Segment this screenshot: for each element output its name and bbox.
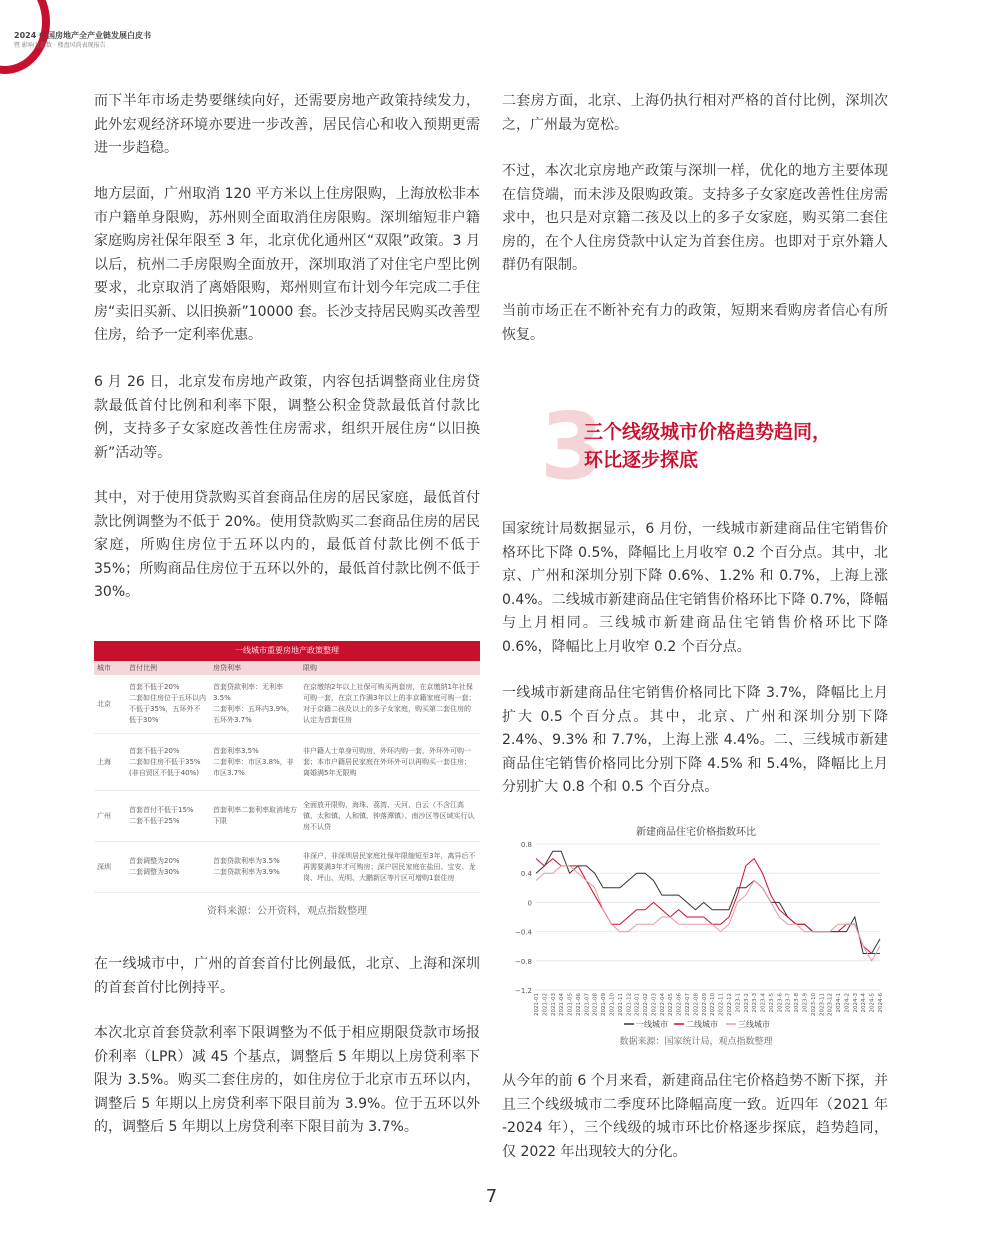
series-line: [536, 866, 880, 961]
x-tick-label: 2022-10: [710, 993, 717, 1016]
x-tick-label: 2022-05: [668, 993, 675, 1016]
x-tick-label: 2023-12: [827, 993, 834, 1016]
x-tick-label: 2021-09: [601, 993, 608, 1016]
x-tick-label: 2022-02: [643, 993, 650, 1016]
x-tick-label: 2022-06: [676, 993, 683, 1016]
x-tick-label: 2021-07: [584, 993, 591, 1016]
table-header-cell: 房贷利率: [213, 664, 241, 672]
policy-table-header: [94, 661, 480, 675]
legend-label: 二线城市: [686, 1020, 718, 1029]
x-tick-label: 2023-8: [794, 993, 801, 1013]
table-cell: 深圳: [97, 862, 111, 871]
section-title-line-2: 环比逐步探底: [584, 449, 699, 471]
table-cell: 北京: [97, 699, 111, 708]
header-subtitle: 暨 影响力指数 · 楼盘风尚表现报告: [14, 42, 106, 49]
x-tick-label: 2022-01: [634, 993, 641, 1016]
x-tick-label: 2024-6: [878, 993, 884, 1013]
price-index-chart: [506, 820, 886, 1050]
chart-svg: [506, 820, 886, 1050]
table-cell: 上海: [97, 757, 111, 766]
table-cell: 首套调整为20% 二套调整为30%: [129, 857, 180, 876]
legend-label: 一线城市: [636, 1020, 668, 1029]
x-tick-label: 2021-03: [550, 993, 557, 1016]
x-tick-label: 2022-07: [685, 993, 692, 1016]
x-tick-label: 2023-3: [752, 993, 759, 1013]
page-header: [0, 0, 400, 60]
x-tick-label: 2022-04: [659, 993, 666, 1016]
table-cell: 首套贷款利率为3.5% 二套贷款利率为3.9%: [213, 857, 280, 876]
x-tick-label: 2023-7: [785, 993, 792, 1013]
section-number: 3: [540, 393, 605, 500]
x-tick-label: 2021-10: [609, 993, 616, 1016]
section-title: [584, 418, 831, 474]
y-tick-label: 0: [527, 899, 532, 908]
legend-label: 三线城市: [738, 1020, 770, 1029]
x-tick-label: 2022-11: [718, 993, 725, 1016]
table-header-cell: 限购: [303, 664, 317, 672]
left-paragraph-6: 本次北京首套贷款利率下限调整为不低于相应期限贷款市场报价利率（LPR）减 45 个基点，调整后 5 年期以上房贷利率下限为 3.5%。购买二套住房的，如住房位于北京市五环以内，调整后 5 年期以上房贷利率下限目前为 3.9%。位于五环以外的，调整后 5 年期以上房贷利率下限目前为 3.7%。: [94, 1025, 480, 1135]
x-tick-label: 2021-02: [542, 993, 549, 1016]
page-number: 7: [485, 1186, 498, 1207]
y-tick-label: −0.8: [515, 957, 532, 966]
x-tick-label: 2023-11: [819, 993, 826, 1016]
table-cell: 首套利率3.5% 二套利率：市区3.8%，非市区3.7%: [213, 746, 294, 777]
x-tick-label: 2023-5: [768, 993, 775, 1013]
x-tick-label: 2022-09: [701, 993, 708, 1016]
table-header-cell: 首付比例: [129, 664, 157, 672]
right-paragraph-6: 从今年的前 6 个月来看，新建商品住宅价格趋势不断下探，并且三个线级城市二季度环比降幅高度一致。近四年（2021 年 -2024 年），三个线级的城市环比价格逐步探底，趋势趋同，仅 2022 年出现较大的分化。: [502, 1073, 888, 1160]
left-paragraph-5: 在一线城市中，广州的首套首付比例最低，北京、上海和深圳的首套首付比例持平。: [94, 956, 480, 996]
x-tick-label: 2022-12: [726, 993, 733, 1016]
x-tick-label: 2021-12: [626, 993, 633, 1016]
left-paragraph-1: 而下半年市场走势要继续向好，还需要房地产政策持续发力，此外宏观经济环境亦要进一步改善，居民信心和收入预期更需进一步趋稳。: [94, 93, 480, 156]
policy-table-title: 一线城市重要房地产政策整理: [94, 641, 480, 661]
x-tick-label: 2023-4: [760, 993, 767, 1013]
policy-table-source: 资料来源：公开资料，观点指数整理: [207, 906, 367, 917]
x-tick-label: 2024-4: [861, 993, 868, 1013]
x-tick-label: 2023-6: [777, 993, 784, 1013]
y-tick-label: 0.4: [520, 870, 532, 879]
table-cell: 首套不低于20% 二套如住房位于五环以内不低于35%，五环外不低于30%: [129, 683, 206, 724]
x-tick-label: 2023-2: [743, 993, 750, 1013]
table-cell: 首套首付不低于15% 二套不低于25%: [129, 806, 194, 825]
x-tick-label: 2024-1: [836, 993, 843, 1013]
section-title-line-1: 三个线级城市价格趋势趋同，: [584, 421, 832, 443]
left-paragraph-2: 地方层面，广州取消 120 平方米以上住房限购，上海放松非本市户籍单身限购，苏州则全面取消住房限购。深圳缩短非户籍家庭购房社保年限至 3 年，北京优化通州区“双限”政策。3 月以后，杭州二手房限购全面放开，深圳取消了对住宅户型比例要求，北京取消了离婚限购，郑州则宣布计划今年完成二手住房“卖旧买新、以旧换新”10000 套。长沙支持居民购买改善型住房，给予一定利率优惠。: [94, 186, 480, 343]
table-row: [94, 675, 480, 734]
left-paragraph-3: 6 月 26 日，北京发布房地产政策，内容包括调整商业住房贷款最低首付比例和利率下限，调整公积金贷款最低首付款比例，支持多子女家庭改善性住房需求，组织开展住房“以旧换新”活动等。: [94, 374, 480, 461]
x-tick-label: 2022-08: [693, 993, 700, 1016]
table-row: [94, 791, 480, 842]
chart-source: 数据来源：国家统计局，观点指数整理: [619, 1037, 773, 1047]
table-cell: 首套贷款利率：无利率3.5% 二套利率：五环内3.9%，五环外3.7%: [213, 683, 294, 724]
x-tick-label: 2024-5: [869, 993, 876, 1013]
table-cell: 广州: [97, 811, 111, 820]
table-row: [94, 842, 480, 893]
x-tick-label: 2021-04: [559, 993, 566, 1016]
x-tick-label: 2023-1: [735, 993, 742, 1013]
table-cell: 首套利率二套利率取消地方下限: [213, 806, 297, 825]
x-tick-label: 2021-01: [534, 993, 540, 1016]
x-tick-label: 2021-11: [617, 993, 624, 1016]
left-paragraph-4: 其中，对于使用贷款购买首套商品住房的居民家庭，最低首付款比例调整为不低于 20%。使用贷款购买二套商品住房的居民家庭，所购住房位于五环以内的，最低首付款比例不低于 35%；所购商品住房位于五环以外的，最低首付款比例不低于 30%。: [94, 490, 480, 600]
table-cell: 首套不低于20% 二套如住房不低于35%(非自贸区不低于40%): [129, 746, 201, 777]
table-header-cell: 城市: [97, 664, 111, 672]
right-paragraph-1: 二套房方面，北京、上海仍执行相对严格的首付比例，深圳次之，广州最为宽松。: [502, 93, 888, 133]
table-cell: 全面放开限购，海珠、荔湾、天河、白云（不含江高镇、太和镇、人和镇、钟落潭镇）、南沙区等区域实行认房不认贷: [303, 800, 475, 831]
right-paragraph-4: 国家统计局数据显示，6 月份，一线城市新建商品住宅销售价格环比下降 0.5%，降幅比上月收窄 0.2 个百分点。其中，北京、广州和深圳分别下降 0.6%、1.2% 和 0.7%，上海上涨 0.4%。二线城市新建商品住宅销售价格环比下降 0.7%，降幅与上月相同。三线城市新建商品住宅销售价格环比下降 0.6%，降幅比上月收窄 0.2 个百分点。: [502, 521, 888, 655]
header-title: 2024 中国房地产全产业链发展白皮书: [14, 31, 152, 40]
y-tick-label: −0.4: [515, 928, 532, 937]
x-tick-label: 2021-06: [575, 993, 582, 1016]
right-paragraph-3: 当前市场正在不断补充有力的政策，短期来看购房者信心有所恢复。: [502, 303, 888, 343]
table-row: [94, 734, 480, 791]
x-tick-label: 2021-05: [567, 993, 574, 1016]
right-paragraph-5: 一线城市新建商品住宅销售价格同比下降 3.7%，降幅比上月扩大 0.5 个百分点。其中，北京、广州和深圳分别下降 2.4%、9.3% 和 7.7%，上海上涨 4.4%。二、三线城市新建商品住宅销售价格同比分别下降 4.5% 和 5.4%，降幅比上月分别扩大 0.8 个和 0.5 个百分点。: [502, 685, 888, 795]
x-tick-label: 2023-10: [810, 993, 817, 1016]
x-tick-label: 2021-08: [592, 993, 599, 1016]
chart-title: 新建商品住宅价格指数环比: [636, 827, 756, 838]
policy-table: [94, 641, 480, 891]
y-tick-label: 0.8: [520, 841, 532, 849]
x-tick-label: 2022-03: [651, 993, 658, 1016]
x-tick-label: 2024-3: [852, 993, 859, 1013]
x-tick-label: 2023-9: [802, 993, 809, 1013]
y-tick-label: −1.2: [515, 987, 532, 995]
table-cell: 非深户、非深圳居民家庭社保年限缩短至3年，离异后不再需要满3年才可购房；深户居民家庭在盐田、宝安、龙岗、坪山、光明、大鹏新区等片区可增购1套住房: [303, 851, 476, 882]
table-cell: 非户籍人士单身可购房，外环内购一套，外环外可购一套；本市户籍居民家庭在外环外可以再购买一套住房；离婚满5年无限购: [303, 746, 471, 777]
right-paragraph-2: 不过，本次北京房地产政策与深圳一样，优化的地方主要体现在信贷端，而未涉及限购政策。支持多子女家庭改善性住房需求中，也只是对京籍二孩及以上的多子女家庭，购买第二套住房的，在个人住房贷款中认定为首套住房。也即对于京外籍人群仍有限制。: [502, 163, 888, 273]
table-cell: 在京缴纳2年以上社保可购买两套房，在京缴纳1年社保可购一套，在京工作满3年以上的非京籍家庭可购一套；对于京籍二孩及以上的多子女家庭，购买第二套住房的认定为首套住房: [303, 683, 476, 724]
section-heading: [540, 393, 900, 500]
x-tick-label: 2024-2: [844, 993, 851, 1013]
